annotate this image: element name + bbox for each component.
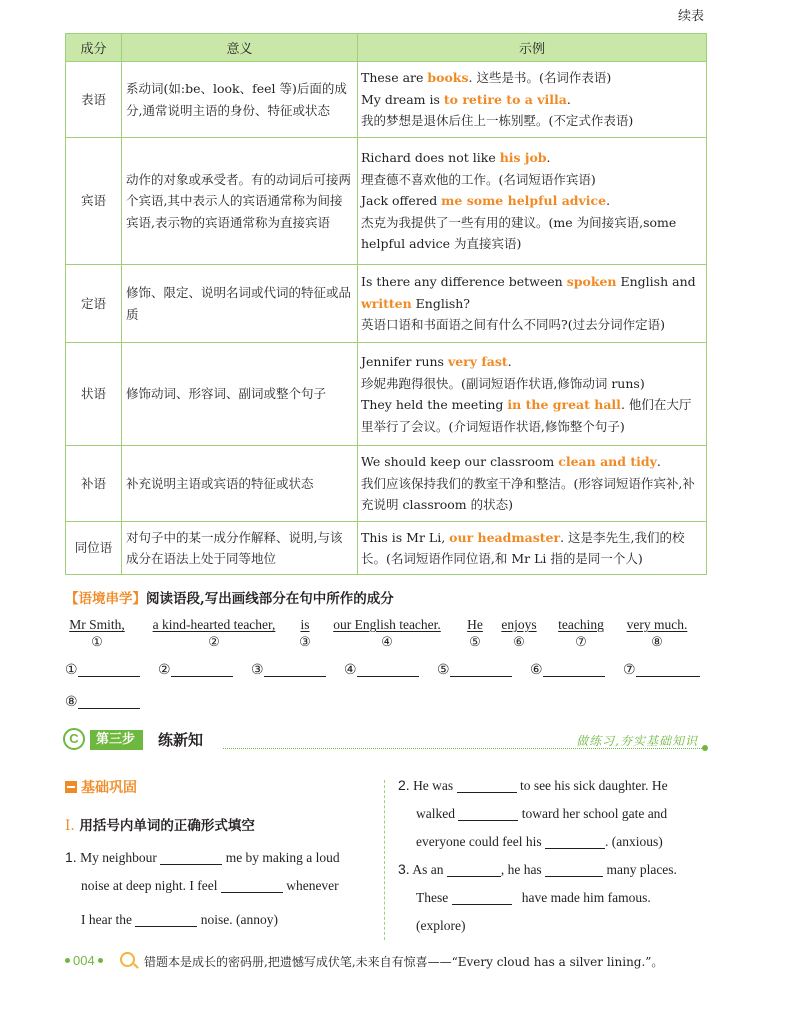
segment-7 (554, 615, 608, 649)
answer-item: ② (158, 661, 233, 679)
row-term: 补语 (66, 446, 122, 522)
section-banner (63, 726, 708, 754)
segment-word: very much. (626, 617, 688, 632)
segment-word: our English teacher. (333, 617, 441, 632)
answer-blank[interactable] (450, 661, 512, 677)
answer-blank[interactable] (636, 661, 700, 677)
segment-word: enjoys (501, 617, 537, 632)
highlighted-text: very fast (447, 354, 508, 369)
answer-item: ⑥ (530, 661, 605, 679)
continued-label: 续表 (677, 9, 704, 24)
header-term: 成分 (66, 34, 122, 62)
answer-item: ⑦ (623, 661, 700, 679)
example-text: Richard does not like (361, 150, 500, 166)
header-meaning: 意义 (122, 34, 358, 62)
segment-number: ③ (299, 634, 311, 649)
page-number: 004 (62, 953, 106, 968)
example-text: Jack offered (361, 193, 442, 209)
answer-blank[interactable] (447, 861, 501, 877)
answer-blank[interactable] (458, 805, 518, 821)
question-1: 1. My neighbour me by making a loud noise at deep night. I feel whenever I hear the noise. (annoy) (65, 849, 340, 927)
example-text: These are (361, 70, 428, 86)
example-text: 我的梦想是退休后住上一栋别墅。(不定式作表语) (361, 113, 634, 129)
question-2: 2. He was to see his sick daughter. He walked toward her school gate and everyone could feel his . (anxious) (398, 777, 668, 849)
context-tag: 【语境串学】 (65, 591, 146, 607)
row-term: 宾语 (66, 138, 122, 265)
example-text: 英语口语和书面语之间有什么不同吗?(过去分词作定语) (361, 317, 665, 333)
table-row (66, 62, 707, 138)
highlighted-text: our headmaster (449, 529, 561, 545)
highlighted-text: me some helpful advice (441, 193, 607, 209)
answer-blank[interactable] (545, 833, 605, 849)
magnifier-icon (120, 952, 135, 967)
example-text: . (606, 193, 611, 209)
segment-2 (143, 615, 285, 649)
example-text: This is Mr Li, (361, 529, 450, 545)
answer-blank[interactable] (543, 661, 605, 677)
answer-blank[interactable] (221, 877, 283, 893)
segment-number: ② (208, 634, 220, 649)
segment-6 (498, 615, 540, 649)
answer-row-2 (65, 693, 265, 713)
example-text: 理查德不喜欢他的工作。(名词短语作宾语) (361, 171, 596, 187)
answer-blank[interactable] (78, 693, 140, 709)
row-term: 定语 (66, 265, 122, 343)
row-meaning: 动作的对象或承受者。有的动词后可接两个宾语,其中表示人的宾语通常称为间接宾语,表示物的宾语通常称为直接宾语 (122, 138, 358, 265)
row-term: 表语 (66, 62, 122, 138)
row-example (358, 446, 707, 522)
section-letter-badge: C (63, 728, 85, 750)
answer-blank[interactable] (135, 911, 197, 927)
example-text: 杰克为我提供了一些有用的建议。(me 为间接宾语,some helpful advice 为直接宾语) (361, 214, 677, 252)
footer-tip: 错题本是成长的密码册,把遗憾写成伏笔,未来自有惊喜——“Every cloud has a silver lining.”。 (144, 955, 664, 969)
answer-item: ① (65, 661, 140, 679)
example-text: . 这些是书。(名词作表语) (468, 70, 612, 86)
row-meaning: 系动词(如:be、look、feel 等)后面的成分,通常说明主语的身份、特征或状态 (122, 62, 358, 138)
segment-word: teaching (558, 617, 604, 632)
example-text: . 这是李先生,我们的校长。(名词短语作同位语,和 Mr Li 指的是同一个人) (361, 529, 685, 566)
row-example (358, 522, 707, 575)
context-title (65, 587, 394, 607)
highlighted-text: in the great hall (507, 397, 621, 412)
answer-blank[interactable] (545, 861, 603, 877)
row-example (358, 343, 707, 446)
section-title: 练新知 (158, 731, 204, 749)
segment-5 (464, 615, 486, 649)
example-text: My dream is (361, 91, 444, 107)
table-row (66, 446, 707, 522)
context-sentence (65, 615, 705, 655)
page-footer (62, 952, 702, 972)
segment-word: a kind-hearted teacher, (152, 617, 276, 632)
highlighted-text: his job (499, 150, 547, 166)
subsection-heading: 基础巩固 (65, 777, 137, 797)
example-text: Is there any difference between (361, 274, 567, 290)
row-meaning: 补充说明主语或宾语的特征或状态 (122, 446, 358, 522)
table-row (66, 265, 707, 343)
example-text: . (546, 150, 551, 166)
answer-item: ⑤ (437, 661, 512, 679)
highlighted-text: to retire to a villa (443, 91, 567, 107)
answer-blank[interactable] (452, 889, 512, 905)
segment-8 (622, 615, 692, 649)
answer-blank[interactable] (357, 661, 419, 677)
segment-4 (325, 615, 449, 649)
segment-number: ⑧ (651, 634, 663, 649)
segment-number: ① (91, 634, 103, 649)
row-example (358, 62, 707, 138)
table-row (66, 522, 707, 575)
example-text: 我们应该保持我们的教室干净和整洁。(形容词短语作宾补,补充说明 classroom 的状态) (361, 475, 695, 513)
table-row (66, 343, 707, 446)
row-term: 状语 (66, 343, 122, 446)
answer-item: ④ (344, 661, 419, 679)
grammar-table (65, 33, 707, 575)
segment-number: ⑦ (575, 634, 587, 649)
table-header-row (66, 34, 707, 62)
highlighted-text: written (361, 295, 412, 311)
example-text: . (507, 354, 512, 369)
row-meaning: 对句子中的某一成分作解释、说明,与该成分在语法上处于同等地位 (122, 522, 358, 575)
highlighted-text: spoken (566, 274, 617, 290)
highlighted-text: clean and tidy (558, 454, 657, 470)
answer-blank[interactable] (78, 661, 140, 677)
answer-blank[interactable] (457, 777, 517, 793)
example-text: Jennifer runs (361, 354, 448, 369)
column-separator (384, 780, 385, 940)
segment-3 (297, 615, 313, 649)
example-text: They held the meeting (361, 397, 508, 412)
answer-blank[interactable] (264, 661, 326, 677)
segment-word: is (300, 617, 310, 632)
section-step: 第三步 (90, 730, 143, 750)
row-term: 同位语 (66, 522, 122, 575)
answer-row-1 (65, 661, 705, 681)
row-example (358, 138, 707, 265)
example-text: . (656, 454, 661, 470)
segment-1 (65, 615, 129, 649)
exercise-title: I. 用括号内单词的正确形式填空 (65, 818, 255, 834)
row-meaning: 修饰动词、形容词、副词或整个句子 (122, 343, 358, 446)
section-slogan: 做练习,夯实基础知识 (576, 734, 698, 748)
segment-number: ⑥ (513, 634, 525, 649)
answer-blank[interactable] (171, 661, 233, 677)
answer-item: ③ (251, 661, 326, 679)
highlighted-text: books (427, 70, 469, 86)
segment-word: Mr Smith, (69, 617, 125, 632)
example-text: English and (616, 274, 696, 290)
header-example: 示例 (358, 34, 707, 62)
example-text: . 他们在大厅里举行了会议。(介词短语作状语,修饰整个句子) (361, 397, 692, 434)
example-text: We should keep our classroom (361, 454, 559, 470)
context-instruction: 阅读语段,写出画线部分在句中所作的成分 (146, 591, 394, 607)
answer-item: ⑧ (65, 693, 140, 711)
answer-blank[interactable] (160, 849, 222, 865)
minus-icon (65, 781, 77, 793)
example-text: 珍妮弗跑得很快。(副词短语作状语,修饰动词 runs) (361, 375, 645, 391)
row-meaning: 修饰、限定、说明名词或代词的特征或品质 (122, 265, 358, 343)
table-row (66, 138, 707, 265)
banner-dot (702, 745, 708, 751)
question-3: 3. As an , he has many places. These have made him famous. (explore) (398, 861, 677, 933)
segment-number: ⑤ (469, 634, 481, 649)
row-example (358, 265, 707, 343)
segment-number: ④ (381, 634, 393, 649)
example-text: English? (411, 295, 471, 311)
example-text: . (566, 91, 571, 107)
segment-word: He (467, 617, 483, 632)
